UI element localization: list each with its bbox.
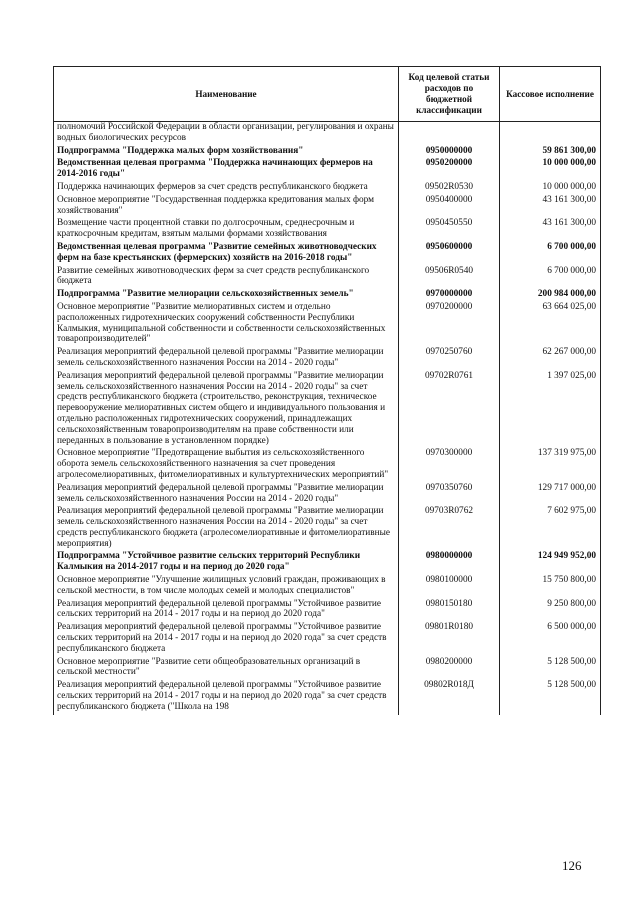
row-code-cell: 0980150180 (399, 599, 500, 623)
table-row (54, 289, 601, 302)
table-body (54, 122, 601, 715)
row-amount-cell: 7 602 975,00 (500, 506, 601, 551)
table-row (54, 599, 601, 623)
row-amount-cell: 124 949 952,00 (500, 551, 601, 575)
row-code-cell: 0970250760 (399, 347, 500, 371)
table-row (54, 622, 601, 656)
row-name-cell: Основное мероприятие "Предотвращение выбытия из сельскохозяйственного оборота земель сельскохозяйственного назначения за счет проведения агролесомелиоративных, фитомелиоративных и культуртехнических мероприятий" (54, 448, 399, 482)
row-amount-cell: 43 161 300,00 (500, 195, 601, 219)
row-amount-cell: 63 664 025,00 (500, 302, 601, 347)
row-name-cell: Основное мероприятие "Улучшение жилищных условий граждан, проживающих в сельской местности, в том числе молодых семей и молодых специалистов" (54, 575, 399, 599)
table-row (54, 158, 601, 182)
budget-table (53, 66, 601, 715)
row-amount-cell: 129 717 000,00 (500, 483, 601, 507)
row-code-cell (399, 122, 500, 146)
row-name-cell: Реализация мероприятий федеральной целевой программы "Развитие мелиорации земель сельскохозяйственного назначения России на 2014 - 2020 годы" за счет средств республиканского бюджета (строительство, реконструкция, техническое перевооружение мелиоративных систем общего и индивидуального пользования и отдельно расположенных гидротехнических сооружений, принадлежащих сельскохозяйственным товаропроизводителям на праве собственности или переданных в пользование в установленном порядке) (54, 371, 399, 449)
row-name-cell: Возмещение части процентной ставки по долгосрочным, среднесрочным и краткосрочным кредитам, взятым малыми формами хозяйствования (54, 218, 399, 242)
table-row (54, 680, 601, 714)
table-row (54, 146, 601, 159)
row-amount-cell: 1 397 025,00 (500, 371, 601, 449)
row-code-cell: 0970200000 (399, 302, 500, 347)
row-code-cell: 0980100000 (399, 575, 500, 599)
row-code-cell: 0970000000 (399, 289, 500, 302)
row-name-cell: Развитие семейных животноводческих ферм за счет средств республиканского бюджета (54, 266, 399, 290)
row-code-cell: 0950200000 (399, 158, 500, 182)
row-name-cell: Подпрограмма "Поддержка малых форм хозяйствования" (54, 146, 399, 159)
row-name-cell: Подпрограмма "Развитие мелиорации сельскохозяйственных земель" (54, 289, 399, 302)
row-code-cell: 0970350760 (399, 483, 500, 507)
table-row (54, 266, 601, 290)
row-amount-cell: 9 250 800,00 (500, 599, 601, 623)
row-name-cell: Ведомственная целевая программа "Поддержка начинающих фермеров на 2014-2016 годы" (54, 158, 399, 182)
row-amount-cell: 6 700 000,00 (500, 242, 601, 266)
row-name-cell: полномочий Российской Федерации в области организации, регулирования и охраны водных биологических ресурсов (54, 122, 399, 146)
table-row (54, 242, 601, 266)
row-amount-cell: 200 984 000,00 (500, 289, 601, 302)
header-name: Наименование (54, 67, 399, 122)
table-row (54, 347, 601, 371)
row-name-cell: Основное мероприятие "Государственная поддержка кредитования малых форм хозяйствования" (54, 195, 399, 219)
row-amount-cell: 62 267 000,00 (500, 347, 601, 371)
table-row (54, 551, 601, 575)
row-code-cell: 0950400000 (399, 195, 500, 219)
table-row (54, 195, 601, 219)
table-row (54, 483, 601, 507)
row-name-cell: Основное мероприятие "Развитие мелиоративных систем и отдельно расположенных гидротехнических сооружений собственности Республики Калмыкия, муниципальной собственности и собственности сельскохозяйственных товаропроизводителей" (54, 302, 399, 347)
row-name-cell: Подпрограмма "Устойчивое развитие сельских территорий Республики Калмыкия на 2014-2017 годы и на период до 2020 года" (54, 551, 399, 575)
row-code-cell: 09801R0180 (399, 622, 500, 656)
row-name-cell: Реализация мероприятий федеральной целевой программы "Развитие мелиорации земель сельскохозяйственного назначения России на 2014 - 2020 годы" (54, 347, 399, 371)
row-amount-cell: 15 750 800,00 (500, 575, 601, 599)
row-name-cell: Реализация мероприятий федеральной целевой программы "Развитие мелиорации земель сельскохозяйственного назначения России на 2014 - 2020 годы" за счет средств республиканского бюджета (агролесомелиоративные и фитомелиоративные мероприятия) (54, 506, 399, 551)
table-row (54, 657, 601, 681)
row-code-cell: 09502R0530 (399, 182, 500, 195)
row-code-cell: 0980200000 (399, 657, 500, 681)
row-amount-cell: 6 700 000,00 (500, 266, 601, 290)
row-code-cell: 09702R0761 (399, 371, 500, 449)
table-header (54, 67, 601, 122)
row-code-cell: 0980000000 (399, 551, 500, 575)
table-row (54, 371, 601, 449)
row-code-cell: 0950000000 (399, 146, 500, 159)
table-row (54, 302, 601, 347)
row-code-cell: 09506R0540 (399, 266, 500, 290)
row-amount-cell: 137 319 975,00 (500, 448, 601, 482)
row-name-cell: Реализация мероприятий федеральной целевой программы "Развитие мелиорации земель сельскохозяйственного назначения России на 2014 - 2020 годы" (54, 483, 399, 507)
row-amount-cell: 10 000 000,00 (500, 182, 601, 195)
row-amount-cell (500, 122, 601, 146)
row-amount-cell: 5 128 500,00 (500, 680, 601, 714)
row-name-cell: Основное мероприятие "Развитие сети общеобразовательных организаций в сельской местности" (54, 657, 399, 681)
table-row (54, 506, 601, 551)
row-amount-cell: 59 861 300,00 (500, 146, 601, 159)
table-row (54, 575, 601, 599)
row-code-cell: 09802R018Д (399, 680, 500, 714)
row-name-cell: Поддержка начинающих фермеров за счет средств республиканского бюджета (54, 182, 399, 195)
table-row (54, 448, 601, 482)
row-code-cell: 0970300000 (399, 448, 500, 482)
row-amount-cell: 43 161 300,00 (500, 218, 601, 242)
row-code-cell: 0950450550 (399, 218, 500, 242)
table-row (54, 182, 601, 195)
row-name-cell: Ведомственная целевая программа "Развитие семейных животноводческих ферм на базе крестьянских (фермерских) хозяйств на 2016-2018 годы" (54, 242, 399, 266)
row-code-cell: 09703R0762 (399, 506, 500, 551)
row-amount-cell: 5 128 500,00 (500, 657, 601, 681)
row-name-cell: Реализация мероприятий федеральной целевой программы "Устойчивое развитие сельских территорий на 2014 - 2017 годы и на период до 2020 года" за счет средств республиканского бюджета ("Школа на 198 (54, 680, 399, 714)
page-number: 126 (562, 858, 582, 873)
row-amount-cell: 6 500 000,00 (500, 622, 601, 656)
table-row (54, 122, 601, 146)
table-row (54, 218, 601, 242)
row-name-cell: Реализация мероприятий федеральной целевой программы "Устойчивое развитие сельских территорий на 2014 - 2017 годы и на период до 2020 года" за счет средств республиканского бюджета (54, 622, 399, 656)
row-amount-cell: 10 000 000,00 (500, 158, 601, 182)
header-code: Код целевой статьи расходов по бюджетной классификации (399, 67, 500, 122)
row-code-cell: 0950600000 (399, 242, 500, 266)
row-name-cell: Реализация мероприятий федеральной целевой программы "Устойчивое развитие сельских территорий на 2014 - 2017 годы и на период до 2020 года" (54, 599, 399, 623)
header-amount: Кассовое исполнение (500, 67, 601, 122)
